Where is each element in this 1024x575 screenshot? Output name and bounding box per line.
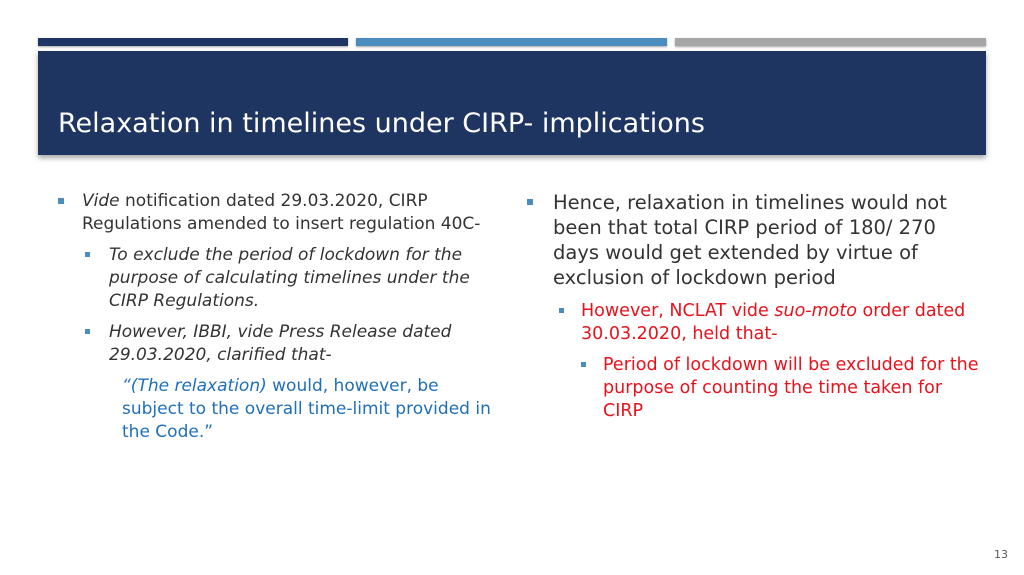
accent-bar-dark xyxy=(38,38,348,46)
right-column xyxy=(527,190,982,423)
italic-term: suo-moto xyxy=(774,301,857,321)
slide-title: Relaxation in timelines under CIRP- implications xyxy=(58,108,705,139)
accent-bar-gray xyxy=(675,38,986,46)
sub-text-before: However, NCLAT vide xyxy=(581,301,775,321)
square-bullet-icon xyxy=(85,329,90,334)
italic-term: Vide xyxy=(82,191,120,211)
bullet-text: Hence, relaxation in timelines would not been that total CIRP period of 180/ 270 days would get extended by virtue of exclusion of lockdown period xyxy=(553,191,947,289)
sub-sub-bullet-item xyxy=(527,354,982,423)
square-bullet-icon xyxy=(581,362,586,367)
quote-italic: “(The relaxation) xyxy=(122,376,267,396)
sub-bullet-text: However, IBBI, vide Press Release dated 29.03.2020, clarified that- xyxy=(109,322,452,365)
sub-sub-bullet-text: Period of lockdown will be excluded for the purpose of counting the time taken for CIRP xyxy=(603,355,979,421)
bullet-text xyxy=(82,190,498,236)
bullet-item xyxy=(527,190,982,290)
sub-bullet-item xyxy=(527,300,982,346)
title-band xyxy=(38,51,986,155)
quote-text xyxy=(122,375,498,444)
sub-bullet-item xyxy=(58,321,498,367)
quote-body: would, however, be subject to the overall time-limit provided in the Code.” xyxy=(122,376,491,442)
left-column xyxy=(58,190,498,444)
page-number: 13 xyxy=(994,548,1008,561)
bullet-text-body: notification dated 29.03.2020, CIRP Regulations amended to insert regulation 40C- xyxy=(82,191,481,234)
square-bullet-icon xyxy=(85,252,90,257)
accent-bar-blue xyxy=(356,38,667,46)
sub-text-after: order dated 30.03.2020, held that- xyxy=(581,301,966,344)
square-bullet-icon xyxy=(58,198,64,204)
sub-bullet-text xyxy=(581,300,982,346)
sub-bullet-item xyxy=(58,244,498,313)
sub-bullet-text: To exclude the period of lockdown for the purpose of calculating timelines under the CIRP Regulations. xyxy=(109,245,470,311)
square-bullet-icon xyxy=(527,199,533,205)
square-bullet-icon xyxy=(559,308,564,313)
bullet-item xyxy=(58,190,498,236)
